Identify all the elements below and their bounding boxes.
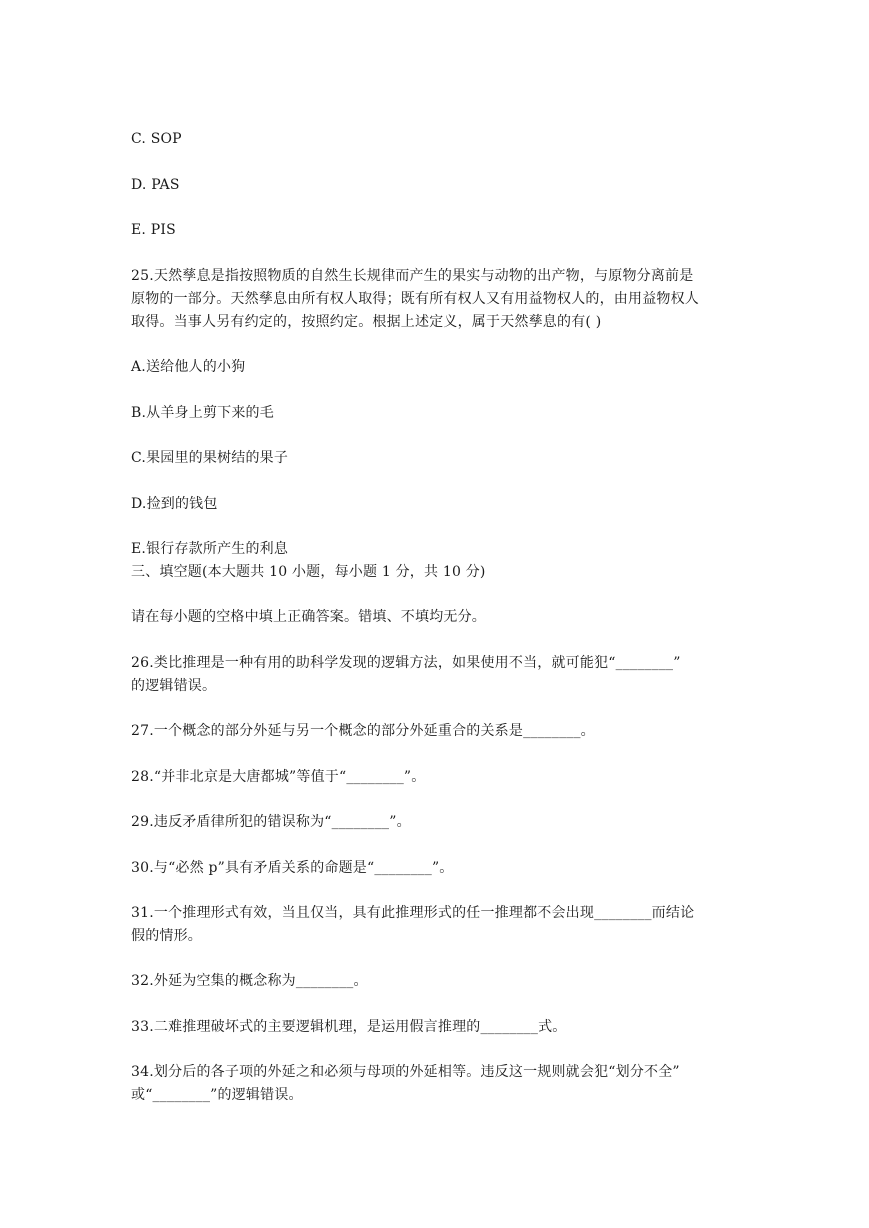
question-31-line-2: 假的情形。 (131, 928, 202, 944)
question-25-line-2: 原物的一部分。天然孳息由所有权人取得；既有所有权人又有用益物权人的，由用益物权人 (131, 291, 699, 307)
question-32: 32.外延为空集的概念称为________。 (131, 973, 368, 989)
question-31-line-1: 31.一个推理形式有效，当且仅当，具有此推理形式的任一推理都不会出现________而结论 (131, 905, 695, 921)
question-27: 27.一个概念的部分外延与另一个概念的部分外延重合的关系是________。 (131, 723, 595, 739)
question-25-option-d: D.捡到的钱包 (131, 496, 218, 512)
question-25-line-1: 25.天然孳息是指按照物质的自然生长规律而产生的果实与动物的出产物，与原物分离前是 (131, 268, 694, 284)
question-29: 29.违反矛盾律所犯的错误称为“________”。 (131, 814, 411, 830)
option-c-prev: C. SOP (131, 131, 182, 147)
section-3-instruction: 请在每小题的空格中填上正确答案。错填、不填均无分。 (131, 609, 486, 625)
option-d-prev: D. PAS (131, 177, 180, 193)
section-3-title: 三、填空题(本大题共 10 小题，每小题 1 分，共 10 分) (131, 564, 486, 580)
question-25-line-3: 取得。当事人另有约定的，按照约定。根据上述定义，属于天然孳息的有( ) (131, 314, 602, 330)
question-25-option-c: C.果园里的果树结的果子 (131, 450, 289, 466)
question-26-line-2: 的逻辑错误。 (131, 678, 217, 694)
question-34-line-2: 或“________”的逻辑错误。 (131, 1087, 303, 1103)
question-34-line-1: 34.划分后的各子项的外延之和必须与母项的外延相等。违反这一规则就会犯“划分不全” (131, 1064, 680, 1080)
question-25-option-b: B.从羊身上剪下来的毛 (131, 405, 274, 421)
question-25-option-e: E.银行存款所产生的利息 (131, 541, 289, 557)
question-33: 33.二难推理破坏式的主要逻辑机理，是运用假言推理的________式。 (131, 1019, 567, 1035)
question-30: 30.与“必然 p”具有矛盾关系的命题是“________”。 (131, 860, 454, 876)
question-28: 28.“并非北京是大唐都城”等值于“________”。 (131, 769, 426, 785)
question-26-line-1: 26.类比推理是一种有用的助科学发现的逻辑方法，如果使用不当，就可能犯“________” (131, 655, 681, 671)
question-25-option-a: A.送给他人的小狗 (131, 359, 246, 375)
option-e-prev: E. PIS (131, 222, 176, 238)
